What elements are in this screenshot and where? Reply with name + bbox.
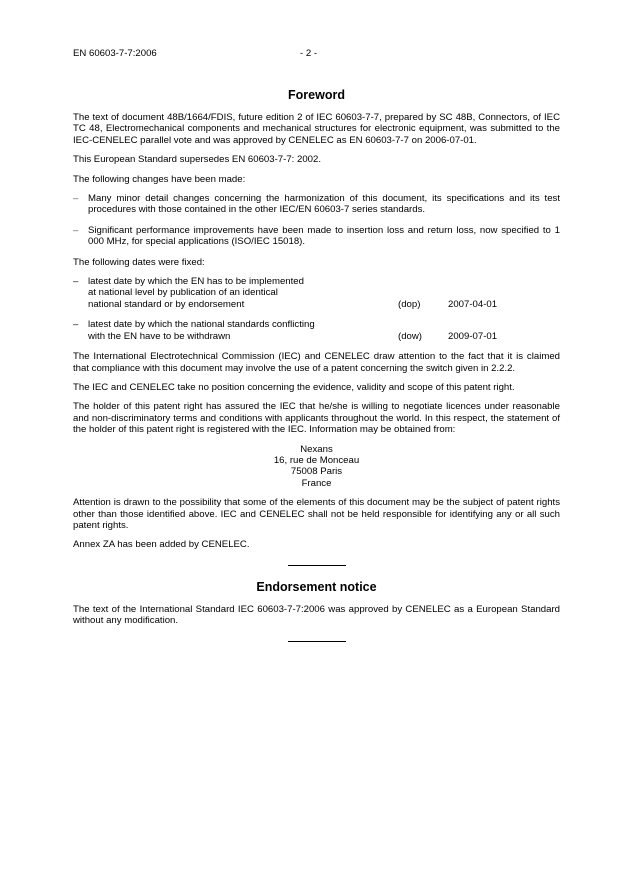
foreword-title: Foreword	[288, 88, 345, 102]
address-country: France	[301, 477, 332, 489]
date-value: 2009-07-01	[448, 330, 498, 342]
foreword-intro: The text of document 48B/1664/FDIS, future edition 2 of IEC 60603-7-7, prepared by SC 48B, Connectors, of IEC TC 48, Electromechanical components and mechanical structures for electronic equipment, was submitted to the IEC-CENELEC parallel vote and was approved by CENELEC as EN 60603-7-7 on 2006-07-01.	[73, 112, 560, 146]
endorsement-text: The text of the International Standard IEC 60603-7-7:2006 was approved by CENELEC as a European Standard without any modification.	[73, 603, 560, 627]
section-divider	[288, 641, 346, 642]
address-city: 75008 Paris	[290, 466, 343, 478]
date-row-dow	[73, 319, 560, 342]
date-description-line: latest date by which the national standards conflicting	[88, 319, 315, 331]
date-description-line: national standard or by endorsement	[88, 298, 245, 310]
list-dash: –	[73, 319, 79, 331]
document-id: EN 60603-7-7:2006	[73, 48, 157, 59]
endorsement-title: Endorsement notice	[256, 579, 377, 594]
patent-holder-address	[73, 444, 560, 490]
date-description	[88, 319, 388, 342]
patent-holder: The holder of this patent right has assured the IEC that he/she is willing to negotiate licences under reasonable and non-discriminatory terms and conditions with applicants throughout the world. In this respect, the statement of the holder of this patent right is registered with the IEC. Information may be obtained from:	[73, 401, 560, 436]
section-divider	[288, 565, 346, 566]
change-text: Many minor detail changes concerning the harmonization of this document, its specifications and its test procedures with those contained in the other IEC/EN 60603-7 series standards.	[88, 193, 560, 216]
date-row-dop	[73, 276, 560, 310]
page-number: - 2 -	[300, 48, 318, 59]
date-description-line: at national level by publication of an identical	[88, 287, 278, 299]
dates-intro: The following dates were fixed:	[73, 256, 205, 268]
date-value: 2007-04-01	[448, 298, 498, 310]
annex-statement: Annex ZA has been added by CENELEC.	[73, 539, 250, 551]
list-item	[73, 225, 560, 248]
list-item	[73, 193, 560, 216]
changes-list	[73, 193, 560, 248]
supersedes-statement: This European Standard supersedes EN 60603-7-7: 2002.	[73, 154, 321, 166]
change-text: Significant performance improvements have been made to insertion loss and return loss, now specified to 1 000 MHz, for special applications (ISO/IEC 15018).	[88, 224, 560, 248]
date-description-line: with the EN have to be withdrawn	[88, 330, 231, 342]
address-company: Nexans	[300, 443, 333, 455]
address-street: 16, rue de Monceau	[273, 454, 360, 466]
dates-list	[73, 276, 560, 342]
page-body	[73, 88, 560, 656]
changes-intro: The following changes have been made:	[73, 173, 246, 185]
date-code: (dop)	[398, 298, 421, 310]
patent-position: The IEC and CENELEC take no position concerning the evidence, validity and scope of this patent right.	[73, 381, 515, 393]
list-dash: –	[73, 224, 79, 236]
date-code: (dow)	[398, 330, 422, 342]
other-patents: Attention is drawn to the possibility that some of the elements of this document may be the subject of patent rights other than those identified above. IEC and CENELEC shall not be held responsible for identifying any or all such patent rights.	[73, 497, 560, 531]
list-dash: –	[73, 193, 79, 205]
date-description-line: latest date by which the EN has to be implemented	[88, 276, 304, 288]
patent-attention: The International Electrotechnical Commission (IEC) and CENELEC draw attention to the fact that it is claimed that compliance with this document may involve the use of a patent concerning the switch given in 2.2.2.	[73, 351, 560, 374]
list-dash: –	[73, 276, 79, 288]
date-description	[88, 276, 388, 310]
